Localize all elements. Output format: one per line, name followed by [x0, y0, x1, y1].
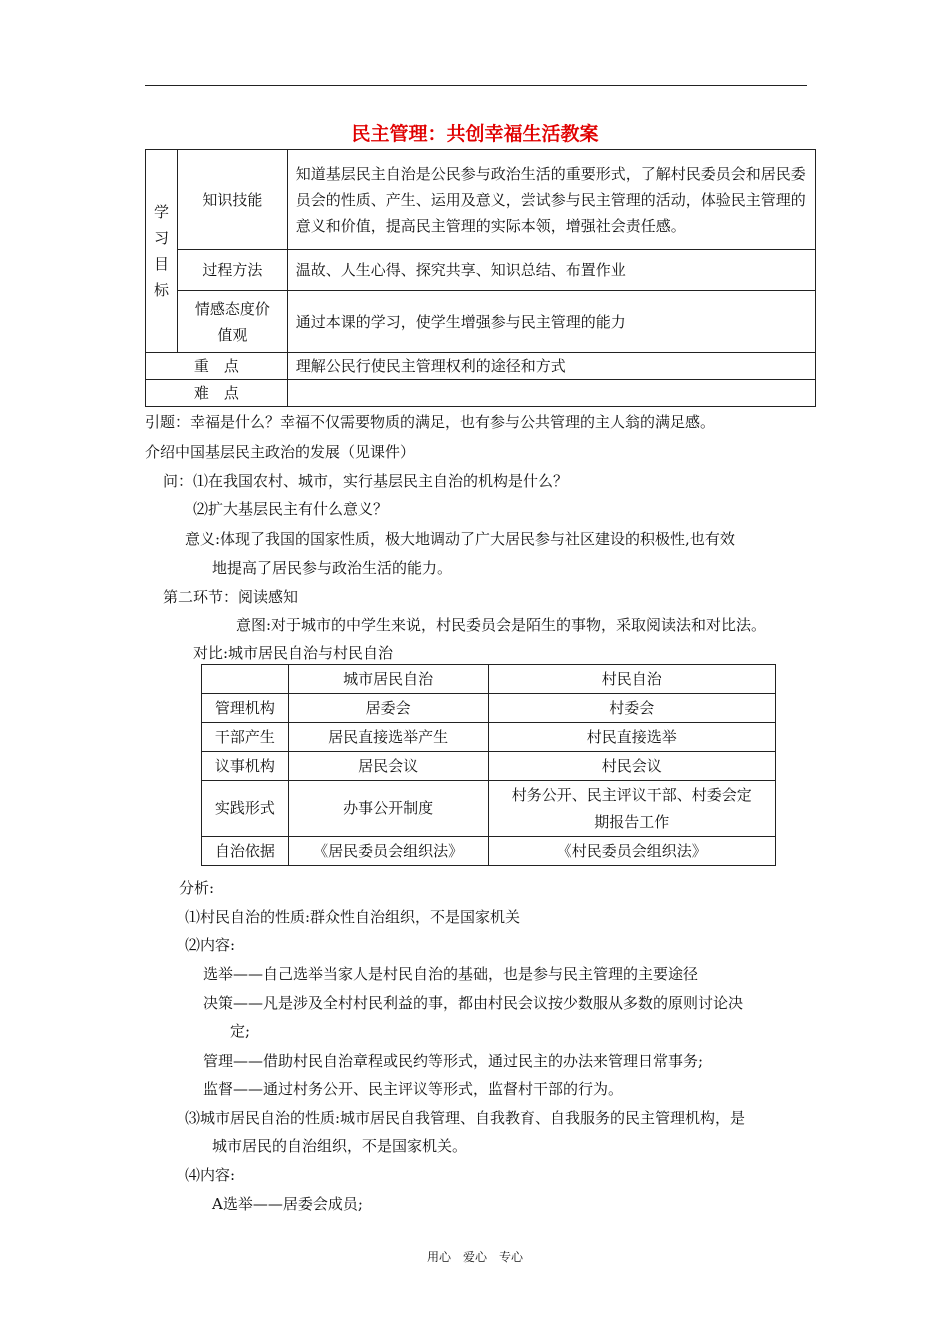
header-rule: [145, 85, 807, 86]
analysis-item-2: ⑵内容:: [185, 936, 236, 954]
question-1: 问：⑴在我国农村、城市，实行基层民主自治的机构是什么？: [163, 472, 569, 490]
management-line: 管理——借助村民自治章程或民约等形式，通过民主的办法来管理日常事务;: [203, 1052, 704, 1070]
table-cell: 干部产生: [202, 723, 289, 752]
emotion-text: 通过本课的学习，使学生增强参与民主管理的能力: [287, 291, 815, 353]
significance-line-2: 地提高了居民参与政治生活的能力。: [212, 559, 453, 577]
page-footer: 用心 爱心 专心: [426, 1250, 523, 1264]
table-cell: 《居民委员会组织法》: [288, 837, 488, 866]
table-cell: 实践形式: [202, 781, 289, 837]
key-point-label: 重 点: [146, 353, 288, 380]
table-cell: 居委会: [288, 694, 488, 723]
compare-heading: 对比:城市居民自治与村民自治: [193, 644, 394, 662]
table-header-cell: 城市居民自治: [288, 665, 488, 694]
key-point-text: 理解公民行使民主管理权利的途径和方式: [287, 353, 815, 380]
table-row: [202, 752, 776, 781]
knowledge-text: 知道基层民主自治是公民参与政治生活的重要形式，了解村民委员会和居民委员会的性质、产生、运用及意义，尝试参与民主管理的活动，体验民主管理的意义和价值，提高民主管理的实际本领，增强社会责任感。: [287, 150, 815, 250]
table-cell: 自治依据: [202, 837, 289, 866]
table-cell: 居民会议: [288, 752, 488, 781]
supervision-line: 监督——通过村务公开、民主评议等形式，监督村干部的行为。: [203, 1080, 624, 1098]
analysis-item-1: ⑴村民自治的性质:群众性自治组织，不是国家机关: [185, 908, 521, 926]
election-line: 选举——自己选举当家人是村民自治的基础，也是参与民主管理的主要途径: [203, 965, 699, 983]
analysis-item-3-line-1: ⑶城市居民自治的性质:城市居民自我管理、自我教育、自我服务的民主管理机构，是: [185, 1109, 746, 1127]
table-cell: 村民会议: [488, 752, 776, 781]
section-two-heading: 第二环节：阅读感知: [163, 588, 299, 606]
table-cell: 管理机构: [202, 694, 289, 723]
analysis-item-4: ⑷内容:: [185, 1166, 236, 1184]
table-cell: 议事机构: [202, 752, 289, 781]
decision-line-2: 定;: [230, 1022, 251, 1040]
analysis-item-4-a: A选举——居委会成员;: [212, 1195, 363, 1213]
analysis-heading: 分析:: [179, 879, 215, 897]
table-cell: 居民直接选举产生: [288, 723, 488, 752]
analysis-item-3-line-2: 城市居民的自治组织，不是国家机关。: [212, 1137, 468, 1155]
table-header-row: [202, 665, 776, 694]
table-cell: 村民直接选举: [488, 723, 776, 752]
table-cell: 村务公开、民主评议干部、村委会定 期报告工作: [488, 781, 776, 837]
table-row: [202, 723, 776, 752]
significance-line-1: 意义:体现了我国的国家性质，极大地调动了广大居民参与社区建设的积极性,也有效: [185, 530, 735, 548]
decision-line-1: 决策——凡是涉及全村村民利益的事，都由村民会议按少数服从多数的原则讨论决: [203, 994, 744, 1012]
table-cell: 村委会: [488, 694, 776, 723]
emotion-label: 情感态度价 值观: [177, 291, 287, 353]
comparison-table: [201, 664, 776, 866]
difficulty-label: 难 点: [146, 380, 288, 407]
table-row: [202, 694, 776, 723]
intent-line: 意图:对于城市的中学生来说，村民委员会是陌生的事物，采取阅读法和对比法。: [236, 616, 767, 634]
table-header-cell: [202, 665, 289, 694]
table-row: [202, 781, 776, 837]
intro-line: 引题：幸福是什么？幸福不仅需要物质的满足，也有参与公共管理的主人翁的满足感。: [145, 413, 716, 431]
intro-development: 介绍中国基层民主政治的发展（见课件）: [145, 443, 416, 461]
process-label: 过程方法: [177, 250, 287, 291]
knowledge-label: 知识技能: [177, 150, 287, 250]
difficulty-text: [287, 380, 815, 407]
learning-goals-table: [145, 149, 816, 407]
table-cell: 办事公开制度: [288, 781, 488, 837]
table-row: [202, 837, 776, 866]
page-title: 民主管理：共创幸福生活教案: [351, 123, 599, 145]
process-text: 温故、人生心得、探究共享、知识总结、布置作业: [287, 250, 815, 291]
table-cell: 《村民委员会组织法》: [488, 837, 776, 866]
goals-group-label: 学 习 目 标: [146, 150, 178, 353]
table-header-cell: 村民自治: [488, 665, 776, 694]
question-2: ⑵扩大基层民主有什么意义？: [193, 500, 389, 518]
